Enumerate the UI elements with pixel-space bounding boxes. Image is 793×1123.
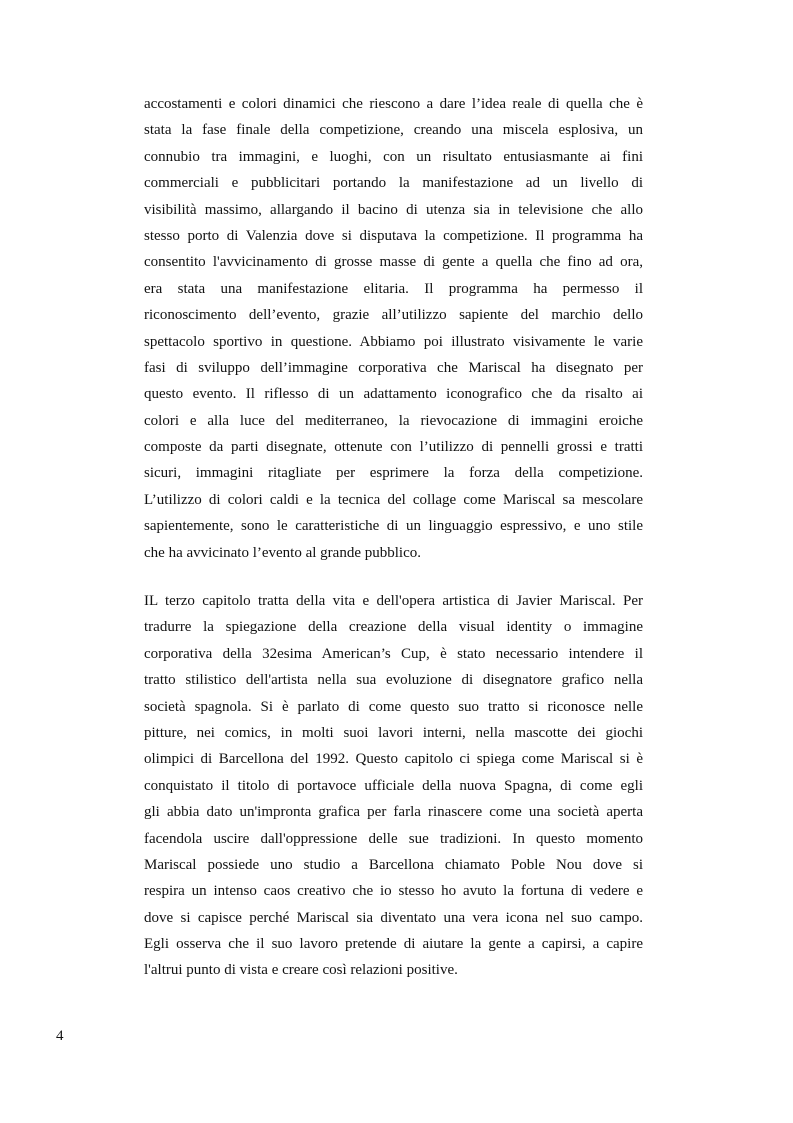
text-line: colori e alla luce del mediterraneo, la rievocazione di immagini eroiche — [144, 412, 643, 429]
text-line: conquistato il titolo di portavoce ufficiale della nuova Spagna, di come egli — [144, 777, 643, 794]
text-line: che ha avvicinato l’evento al grande pubblico. — [144, 544, 421, 561]
text-line: l'altrui punto di vista e creare così relazioni positive. — [144, 962, 458, 979]
text-line: facendola uscire dall'oppressione delle sue tradizioni. In questo momento — [144, 830, 643, 847]
text-line: riconoscimento dell’evento, grazie all’utilizzo sapiente del marchio dello — [144, 307, 643, 324]
text-line: questo evento. Il riflesso di un adattamento iconografico che da risalto ai — [144, 386, 643, 403]
text-line: visibilità massimo, allargando il bacino di utenza sia in televisione che allo — [144, 201, 643, 218]
text-line: consentito l'avvicinamento di grosse masse di gente a quella che fino ad ora, — [144, 254, 643, 271]
text-line: Egli osserva che il suo lavoro pretende di aiutare la gente a capirsi, a capire — [144, 936, 643, 953]
text-line: era stata una manifestazione elitaria. Il programma ha permesso il — [144, 280, 643, 297]
text-line: pitture, nei comics, in molti suoi lavori interni, nella mascotte dei giochi — [144, 724, 643, 741]
page-number: 4 — [56, 1028, 64, 1044]
text-line: respira un intenso caos creativo che io stesso ho avuto la fortuna di vedere e — [144, 883, 643, 900]
text-line: dove si capisce perché Mariscal sia diventato una vera icona nel suo campo. — [144, 909, 643, 926]
text-line: corporativa della 32esima American’s Cup, è stato necessario intendere il — [144, 645, 643, 662]
text-line: composte da parti disegnate, ottenute con l’utilizzo di pennelli grossi e tratti — [144, 439, 643, 456]
text-line: stesso porto di Valenzia dove si disputava la competizione. Il programma ha — [144, 227, 643, 244]
text-line: tradurre la spiegazione della creazione della visual identity o immagine — [144, 619, 643, 636]
text-line: fasi di sviluppo dell’immagine corporativa che Mariscal ha disegnato per — [144, 359, 643, 376]
text-line: gli abbia dato un'impronta grafica per farla rinascere come una società aperta — [144, 804, 643, 821]
text-line: sapientemente, sono le caratteristiche di un linguaggio espressivo, e uno stile — [144, 518, 643, 535]
text-line: Mariscal possiede uno studio a Barcellona chiamato Poble Nou dove si — [144, 856, 643, 873]
text-line: società spagnola. Si è parlato di come questo suo tratto si riconosce nelle — [144, 698, 643, 715]
text-line: tratto stilistico dell'artista nella sua evoluzione di disegnatore grafico nella — [144, 672, 643, 689]
text-line: stata la fase finale della competizione, creando una miscela esplosiva, un — [144, 122, 643, 139]
text-line: commerciali e pubblicitari portando la manifestazione ad un livello di — [144, 175, 643, 192]
text-line: IL terzo capitolo tratta della vita e dell'opera artistica di Javier Mariscal. Per — [144, 593, 643, 609]
text-line: olimpici di Barcellona del 1992. Questo capitolo ci spiega come Mariscal si è — [144, 751, 643, 768]
text-line: accostamenti e colori dinamici che riescono a dare l’idea reale di quella che è — [144, 96, 643, 112]
text-line: sicuri, immagini ritagliate per esprimere la forza della competizione. — [144, 465, 643, 482]
text-line: spettacolo sportivo in questione. Abbiamo poi illustrato visivamente le varie — [144, 333, 643, 350]
paragraph-1 — [144, 91, 643, 566]
text-line: L’utilizzo di colori caldi e la tecnica del collage come Mariscal sa mescolare — [144, 491, 643, 508]
paragraph-2 — [144, 588, 643, 984]
text-line: connubio tra immagini, e luoghi, con un risultato entusiasmante ai fini — [144, 148, 643, 165]
